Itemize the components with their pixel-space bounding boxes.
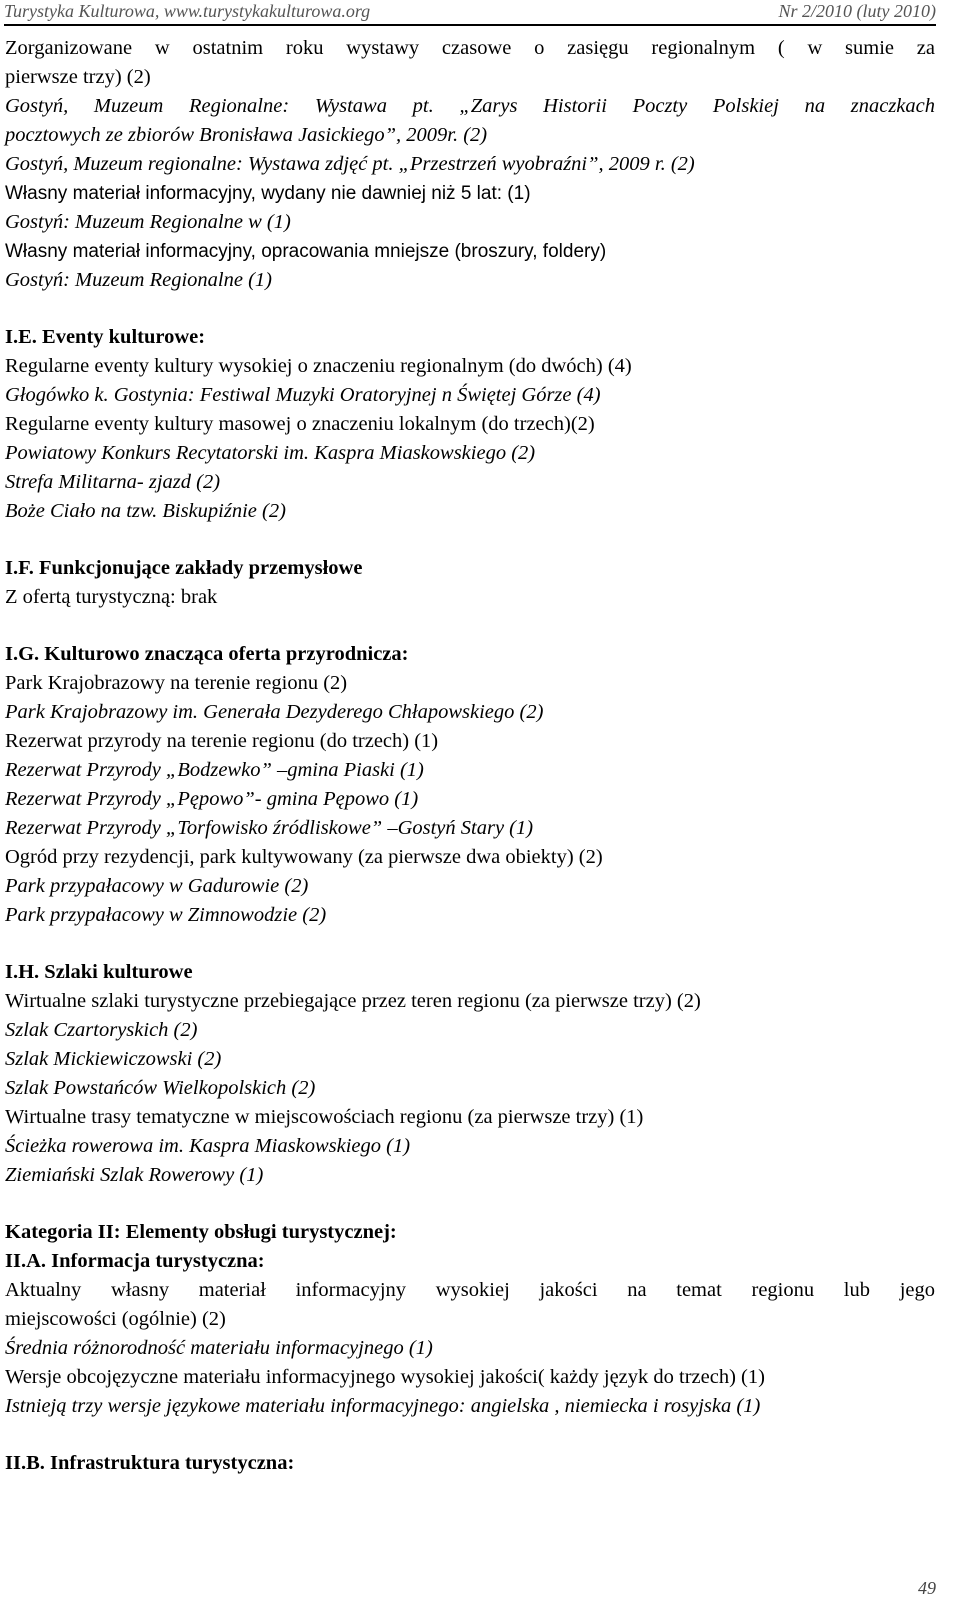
- text-line: Gostyń, Muzeum regionalne: Wystawa zdjęć pt. „Przestrzeń wyobraźni”, 2009 r. (2): [5, 153, 695, 175]
- text-line: Strefa Militarna- zjazd (2): [5, 471, 221, 493]
- text-line: Szlak Powstańców Wielkopolskich (2): [5, 1077, 316, 1099]
- running-header: [4, 0, 936, 26]
- page-body: [5, 34, 935, 1478]
- text-line: miejscowości (ogólnie) (2): [5, 1308, 226, 1330]
- spacer: [5, 526, 935, 554]
- text-line: Park przypałacowy w Gadurowie (2): [5, 875, 309, 897]
- spacer: [5, 1421, 935, 1449]
- section-heading: I.F. Funkcjonujące zakłady przemysłowe: [5, 557, 363, 579]
- text-line: Własny materiał informacyjny, opracowania mniejsze (broszury, foldery): [5, 241, 607, 262]
- text-line: Istnieją trzy wersje językowe materiału informacyjnego: angielska , niemiecka i rosyjska (1): [5, 1395, 761, 1417]
- text-line: Z ofertą turystyczną: brak: [5, 586, 218, 608]
- text-line: Średnia różnorodność materiału informacyjnego (1): [5, 1337, 433, 1359]
- section-heading: II.A. Informacja turystyczna:: [5, 1250, 265, 1272]
- text-line: Wersje obcojęzyczne materiału informacyjnego wysokiej jakości( każdy język do trzech) (1): [5, 1366, 765, 1388]
- spacer: [5, 930, 935, 958]
- section-heading: I.E. Eventy kulturowe:: [5, 326, 206, 348]
- category-heading: Kategoria II: Elementy obsługi turystycznej:: [5, 1221, 397, 1243]
- text-line: Wirtualne szlaki turystyczne przebiegające przez teren regionu (za pierwsze trzy) (2): [5, 990, 701, 1012]
- section-heading: II.B. Infrastruktura turystyczna:: [5, 1452, 295, 1474]
- text-line: Szlak Czartoryskich (2): [5, 1019, 198, 1041]
- text-line: pocztowych ze zbiorów Bronisława Jasickiego”, 2009r. (2): [5, 124, 488, 146]
- text-line: Rezerwat przyrody na terenie regionu (do trzech) (1): [5, 730, 439, 752]
- text-line: Szlak Mickiewiczowski (2): [5, 1048, 222, 1070]
- text-line: Głogówko k. Gostynia: Festiwal Muzyki Oratoryjnej n Świętej Górze (4): [5, 384, 601, 406]
- text-line: Park Krajobrazowy im. Generała Dezyderego Chłapowskiego (2): [5, 701, 544, 723]
- spacer: [5, 612, 935, 640]
- text-line: Park przypałacowy w Zimnowodzie (2): [5, 904, 327, 926]
- text-line: Rezerwat Przyrody „Pępowo”- gmina Pępowo (1): [5, 788, 419, 810]
- text-line: Gostyń, Muzeum Regionalne: Wystawa pt. „Zarys Historii Poczty Polskiej na znaczkach: [5, 95, 935, 117]
- text-line: Powiatowy Konkurs Recytatorski im. Kaspra Miaskowskiego (2): [5, 442, 536, 464]
- text-line: pierwsze trzy) (2): [5, 66, 151, 88]
- journal-title: Turystyka Kulturowa, www.turystykakulturowa.org: [4, 1, 371, 21]
- text-line: Rezerwat Przyrody „Torfowisko źródliskowe” –Gostyń Stary (1): [5, 817, 534, 839]
- text-line: Park Krajobrazowy na terenie regionu (2): [5, 672, 348, 694]
- text-line: Ziemiański Szlak Rowerowy (1): [5, 1164, 264, 1186]
- page-number: 49: [918, 1578, 936, 1598]
- text-line: Zorganizowane w ostatnim roku wystawy czasowe o zasięgu regionalnym ( w sumie za: [5, 37, 935, 59]
- spacer: [5, 1190, 935, 1218]
- text-line: Wirtualne trasy tematyczne w miejscowościach regionu (za pierwsze trzy) (1): [5, 1106, 644, 1128]
- text-line: Boże Ciało na tzw. Biskupiźnie (2): [5, 500, 286, 522]
- section-heading: I.H. Szlaki kulturowe: [5, 961, 193, 983]
- spacer: [5, 295, 935, 323]
- issue-number: Nr 2/2010 (luty 2010): [778, 1, 936, 21]
- text-line: Ogród przy rezydencji, park kultywowany (za pierwsze dwa obiekty) (2): [5, 846, 603, 868]
- text-line: Gostyń: Muzeum Regionalne w (1): [5, 211, 291, 233]
- section-heading: I.G. Kulturowo znacząca oferta przyrodnicza:: [5, 643, 409, 665]
- text-line: Aktualny własny materiał informacyjny wysokiej jakości na temat regionu lub jego: [5, 1279, 935, 1301]
- text-line: Gostyń: Muzeum Regionalne (1): [5, 269, 273, 291]
- text-line: Własny materiał informacyjny, wydany nie dawniej niż 5 lat: (1): [5, 183, 531, 204]
- text-line: Regularne eventy kultury wysokiej o znaczeniu regionalnym (do dwóch) (4): [5, 355, 632, 377]
- text-line: Ścieżka rowerowa im. Kaspra Miaskowskiego (1): [5, 1135, 411, 1157]
- text-line: Rezerwat Przyrody „Bodzewko” –gmina Piaski (1): [5, 759, 424, 781]
- text-line: Regularne eventy kultury masowej o znaczeniu lokalnym (do trzech)(2): [5, 413, 595, 435]
